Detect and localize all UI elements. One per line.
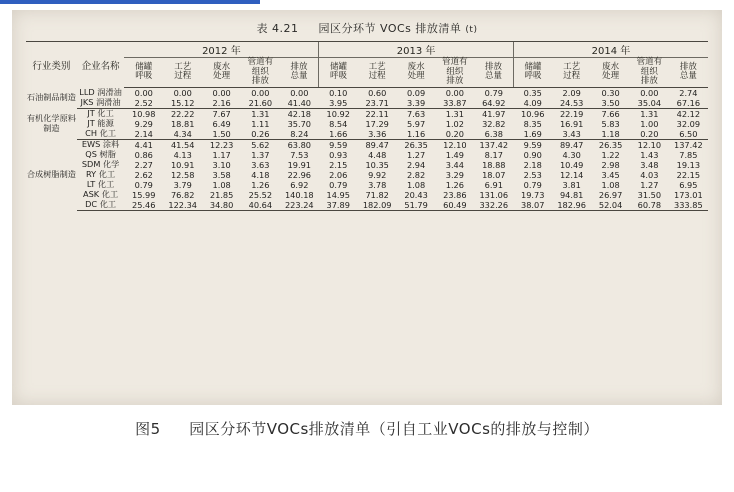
table-caption-unit: (t) bbox=[465, 25, 478, 35]
cell: 137.42 bbox=[674, 139, 703, 150]
cell: 63.80 bbox=[287, 139, 312, 150]
cell: 2.98 bbox=[601, 159, 620, 170]
cell: 2.09 bbox=[562, 87, 581, 98]
table-row bbox=[26, 160, 708, 170]
cell: 15.99 bbox=[132, 189, 156, 200]
cell: 3.43 bbox=[552, 129, 591, 140]
cell: 1.11 bbox=[251, 118, 270, 129]
cell: 182.96 bbox=[552, 200, 591, 211]
cell: 6.95 bbox=[679, 179, 698, 190]
table-row bbox=[26, 150, 708, 160]
table-year-header-row bbox=[26, 42, 708, 58]
cell: 4.30 bbox=[562, 149, 581, 160]
cell: 1.49 bbox=[445, 149, 464, 160]
voc-emission-table bbox=[26, 41, 708, 211]
cell: 5.97 bbox=[407, 118, 426, 129]
cell: 64.92 bbox=[474, 98, 513, 109]
sub-header-cell: 工艺 过程 bbox=[358, 58, 397, 88]
cell: 10.35 bbox=[365, 159, 389, 170]
sub-header-cell: 废水 处理 bbox=[397, 58, 436, 88]
sub-header-cell: 排放 总量 bbox=[280, 58, 319, 88]
cell: 21.60 bbox=[241, 98, 280, 109]
cell: 3.58 bbox=[212, 169, 231, 180]
cell: 8.35 bbox=[523, 118, 542, 129]
sub-header-cell: 废水 处理 bbox=[591, 58, 630, 88]
sub-header-cell: 排放 总量 bbox=[669, 58, 708, 88]
table-row bbox=[26, 108, 708, 119]
cell: 7.66 bbox=[601, 108, 620, 119]
cell: 4.09 bbox=[513, 98, 552, 109]
cell: 9.59 bbox=[523, 139, 542, 150]
cell: 1.43 bbox=[640, 149, 659, 160]
cell: 1.00 bbox=[640, 118, 659, 129]
cell: 0.79 bbox=[484, 87, 503, 98]
figure-caption bbox=[12, 418, 722, 441]
cell: 2.82 bbox=[407, 169, 426, 180]
cell: 4.41 bbox=[134, 139, 153, 150]
year-header-2014: 2014 年 bbox=[513, 42, 708, 58]
cell: 12.10 bbox=[443, 139, 467, 150]
cell: 20.43 bbox=[404, 189, 428, 200]
cell: 15.12 bbox=[163, 98, 202, 109]
cell: 1.37 bbox=[251, 149, 270, 160]
cell: 4.34 bbox=[163, 129, 202, 140]
cell: 2.53 bbox=[523, 169, 542, 180]
company-name: LT 化工 bbox=[86, 179, 115, 190]
company-name: SDM 化学 bbox=[81, 159, 120, 170]
cell: 24.53 bbox=[552, 98, 591, 109]
cell: 12.23 bbox=[209, 139, 234, 150]
table-row bbox=[26, 129, 708, 140]
cell: 1.22 bbox=[601, 149, 620, 160]
cell: 9.29 bbox=[134, 118, 153, 129]
table-caption-number: 表 4.21 bbox=[256, 22, 299, 35]
table-sub-header-row bbox=[26, 58, 708, 88]
cell: 0.10 bbox=[329, 87, 348, 98]
cell: 2.16 bbox=[202, 98, 241, 109]
cell: 32.09 bbox=[676, 118, 701, 129]
cell: 0.79 bbox=[329, 179, 348, 190]
cell: 2.74 bbox=[679, 87, 698, 98]
cell: 25.46 bbox=[124, 200, 163, 211]
cell: 60.78 bbox=[630, 200, 669, 211]
cell: 1.26 bbox=[445, 179, 464, 190]
cell: 3.39 bbox=[397, 98, 436, 109]
group-label: 有机化学原料制造 bbox=[26, 113, 76, 133]
cell: 182.09 bbox=[358, 200, 397, 211]
cell: 42.18 bbox=[287, 108, 312, 119]
cell: 1.31 bbox=[251, 108, 270, 119]
cell: 1.02 bbox=[445, 118, 464, 129]
table-caption-title: 园区分环节 VOCs 排放清单 bbox=[318, 22, 462, 35]
cell: 3.29 bbox=[445, 169, 464, 180]
table-caption bbox=[26, 14, 708, 41]
cell: 10.98 bbox=[132, 108, 156, 119]
cell: 10.92 bbox=[326, 108, 350, 119]
cell: 223.24 bbox=[280, 200, 319, 211]
table-row bbox=[26, 119, 708, 129]
cell: 0.00 bbox=[640, 87, 659, 98]
cell: 3.50 bbox=[591, 98, 630, 109]
cell: 1.31 bbox=[640, 108, 659, 119]
group-label: 合成树脂制造 bbox=[26, 168, 76, 179]
cell: 1.27 bbox=[407, 149, 426, 160]
cell: 7.63 bbox=[407, 108, 426, 119]
cell: 35.04 bbox=[630, 98, 669, 109]
cell: 1.18 bbox=[591, 129, 630, 140]
cell: 0.79 bbox=[134, 179, 153, 190]
scanned-table-image bbox=[12, 10, 722, 405]
cell: 0.00 bbox=[251, 87, 270, 98]
cell: 0.00 bbox=[173, 87, 192, 98]
company-name: DC 化工 bbox=[77, 200, 125, 211]
cell: 137.42 bbox=[479, 139, 509, 150]
sub-header-cell: 储罐 呼吸 bbox=[513, 58, 552, 88]
company-name: LLD 润滑油 bbox=[79, 86, 122, 97]
cell: 0.20 bbox=[435, 129, 474, 140]
sub-header-cell: 工艺 过程 bbox=[552, 58, 591, 88]
cell: 41.54 bbox=[170, 139, 195, 150]
table-row bbox=[26, 190, 708, 200]
cell: 25.52 bbox=[248, 189, 273, 200]
cell: 94.81 bbox=[559, 189, 584, 200]
cell: 26.97 bbox=[598, 189, 623, 200]
company-name: CH 化工 bbox=[77, 129, 125, 140]
cell: 332.26 bbox=[474, 200, 513, 211]
cell: 6.38 bbox=[474, 129, 513, 140]
cell: 16.91 bbox=[559, 118, 584, 129]
cell: 8.17 bbox=[484, 149, 503, 160]
cell: 52.04 bbox=[591, 200, 630, 211]
cell: 22.22 bbox=[170, 108, 195, 119]
cell: 2.06 bbox=[329, 169, 348, 180]
cell: 0.00 bbox=[212, 87, 231, 98]
sub-header-cell: 管道有 组织 排放 bbox=[241, 58, 280, 88]
cell: 3.95 bbox=[319, 98, 358, 109]
cell: 3.45 bbox=[601, 169, 620, 180]
cell: 23.86 bbox=[443, 189, 467, 200]
cell: 0.26 bbox=[241, 129, 280, 140]
cell: 2.14 bbox=[124, 129, 163, 140]
cell: 35.70 bbox=[287, 118, 312, 129]
cell: 2.27 bbox=[134, 159, 153, 170]
cell: 19.73 bbox=[521, 189, 545, 200]
cell: 31.50 bbox=[637, 189, 662, 200]
company-name: JKS 润滑油 bbox=[77, 98, 125, 109]
company-name: JT 化工 bbox=[87, 108, 114, 119]
cell: 3.10 bbox=[212, 159, 231, 170]
cell: 3.44 bbox=[445, 159, 464, 170]
cell: 9.59 bbox=[329, 139, 348, 150]
cell: 0.20 bbox=[630, 129, 669, 140]
cell: 1.66 bbox=[319, 129, 358, 140]
cell: 2.18 bbox=[523, 159, 542, 170]
cell: 40.64 bbox=[241, 200, 280, 211]
cell: 7.53 bbox=[290, 149, 309, 160]
cell: 76.82 bbox=[170, 189, 195, 200]
sub-header-cell: 废水 处理 bbox=[202, 58, 241, 88]
year-header-2012: 2012 年 bbox=[124, 42, 318, 58]
cell: 333.85 bbox=[669, 200, 708, 211]
cell: 1.26 bbox=[251, 179, 270, 190]
cell: 41.40 bbox=[280, 98, 319, 109]
cell: 2.15 bbox=[329, 159, 348, 170]
cell: 6.49 bbox=[212, 118, 231, 129]
cell: 173.01 bbox=[674, 189, 703, 200]
cell: 6.50 bbox=[669, 129, 708, 140]
cell: 0.60 bbox=[368, 87, 387, 98]
cell: 3.36 bbox=[358, 129, 397, 140]
cell: 22.15 bbox=[676, 169, 701, 180]
cell: 10.96 bbox=[521, 108, 545, 119]
top-blue-rule bbox=[0, 0, 260, 4]
cell: 18.07 bbox=[482, 169, 506, 180]
cell: 122.34 bbox=[163, 200, 202, 211]
cell: 19.13 bbox=[676, 159, 701, 170]
cell: 12.10 bbox=[637, 139, 662, 150]
cell: 4.03 bbox=[640, 169, 659, 180]
figure-caption-text: 园区分环节VOCs排放清单（引自工业VOCs的排放与控制） bbox=[189, 420, 599, 438]
cell: 18.88 bbox=[482, 159, 506, 170]
cell: 21.85 bbox=[209, 189, 234, 200]
cell: 3.79 bbox=[173, 179, 192, 190]
cell: 3.78 bbox=[368, 179, 387, 190]
cell: 71.82 bbox=[365, 189, 389, 200]
cell: 7.85 bbox=[679, 149, 698, 160]
cell: 0.90 bbox=[523, 149, 542, 160]
cell: 33.87 bbox=[435, 98, 474, 109]
cell: 6.91 bbox=[484, 179, 503, 190]
company-name: EWS 涂料 bbox=[81, 139, 120, 150]
figure-caption-label: 图5 bbox=[135, 420, 161, 438]
cell: 10.49 bbox=[559, 159, 584, 170]
sub-header-cell: 储罐 呼吸 bbox=[319, 58, 358, 88]
cell: 22.11 bbox=[365, 108, 389, 119]
cell: 67.16 bbox=[669, 98, 708, 109]
group-label: 石油制品制造 bbox=[26, 91, 76, 102]
cell: 26.35 bbox=[598, 139, 623, 150]
cell: 1.16 bbox=[397, 129, 436, 140]
cell: 14.95 bbox=[326, 189, 350, 200]
cell: 38.07 bbox=[513, 200, 552, 211]
cell: 17.29 bbox=[365, 118, 389, 129]
cell: 131.06 bbox=[479, 189, 509, 200]
cell: 1.69 bbox=[513, 129, 552, 140]
cell: 41.97 bbox=[482, 108, 506, 119]
cell: 19.91 bbox=[287, 159, 312, 170]
company-name: QS 树脂 bbox=[85, 149, 116, 160]
cell: 140.18 bbox=[284, 189, 314, 200]
cell: 3.48 bbox=[640, 159, 659, 170]
table-row bbox=[26, 87, 708, 98]
cell: 23.71 bbox=[358, 98, 397, 109]
company-name: ASK 化工 bbox=[83, 189, 119, 200]
cell: 0.30 bbox=[601, 87, 620, 98]
cell: 1.08 bbox=[601, 179, 620, 190]
year-header-2013: 2013 年 bbox=[319, 42, 513, 58]
cell: 8.54 bbox=[329, 118, 348, 129]
sub-header-cell: 管道有 组织 排放 bbox=[435, 58, 474, 88]
cell: 8.24 bbox=[280, 129, 319, 140]
table-row bbox=[26, 200, 708, 211]
cell: 5.62 bbox=[251, 139, 270, 150]
cell: 32.82 bbox=[482, 118, 506, 129]
cell: 0.86 bbox=[134, 149, 153, 160]
cell: 12.58 bbox=[170, 169, 195, 180]
cell: 22.96 bbox=[287, 169, 312, 180]
cell: 22.19 bbox=[559, 108, 584, 119]
cell: 4.18 bbox=[251, 169, 270, 180]
cell: 10.91 bbox=[170, 159, 195, 170]
cell: 1.50 bbox=[202, 129, 241, 140]
cell: 37.89 bbox=[319, 200, 358, 211]
cell: 9.92 bbox=[368, 169, 387, 180]
cell: 2.94 bbox=[407, 159, 426, 170]
table-row bbox=[26, 98, 708, 109]
cell: 5.83 bbox=[601, 118, 620, 129]
cell: 4.13 bbox=[173, 149, 192, 160]
table-row bbox=[26, 180, 708, 190]
cell: 0.00 bbox=[290, 87, 309, 98]
cell: 12.14 bbox=[559, 169, 584, 180]
row-header-company: 企业名称 bbox=[77, 42, 125, 88]
cell: 1.27 bbox=[640, 179, 659, 190]
cell: 34.80 bbox=[202, 200, 241, 211]
cell: 26.35 bbox=[404, 139, 428, 150]
cell: 0.35 bbox=[523, 87, 542, 98]
cell: 51.79 bbox=[397, 200, 436, 211]
cell: 4.48 bbox=[368, 149, 387, 160]
sub-header-cell: 工艺 过程 bbox=[163, 58, 202, 88]
cell: 7.67 bbox=[212, 108, 231, 119]
cell: 42.12 bbox=[676, 108, 701, 119]
cell: 18.81 bbox=[170, 118, 195, 129]
sub-header-cell: 管道有 组织 排放 bbox=[630, 58, 669, 88]
cell: 0.09 bbox=[407, 87, 426, 98]
cell: 3.81 bbox=[562, 179, 581, 190]
table-row bbox=[26, 170, 708, 180]
sub-header-cell: 排放 总量 bbox=[474, 58, 513, 88]
cell: 6.92 bbox=[290, 179, 309, 190]
company-name: RY 化工 bbox=[86, 169, 116, 180]
cell: 0.00 bbox=[134, 87, 153, 98]
sub-header-cell: 储罐 呼吸 bbox=[124, 58, 163, 88]
row-header-industry: 行业类别 bbox=[26, 42, 77, 88]
cell: 89.47 bbox=[559, 139, 584, 150]
cell: 0.79 bbox=[523, 179, 542, 190]
cell: 60.49 bbox=[435, 200, 474, 211]
cell: 0.00 bbox=[445, 87, 464, 98]
cell: 3.63 bbox=[251, 159, 270, 170]
cell: 1.17 bbox=[212, 149, 231, 160]
table-row bbox=[26, 139, 708, 150]
cell: 89.47 bbox=[365, 139, 389, 150]
cell: 1.31 bbox=[445, 108, 464, 119]
cell: 1.08 bbox=[212, 179, 231, 190]
cell: 0.93 bbox=[329, 149, 348, 160]
cell: 2.62 bbox=[134, 169, 153, 180]
cell: 2.52 bbox=[124, 98, 163, 109]
cell: 1.08 bbox=[407, 179, 426, 190]
company-name: JT 能源 bbox=[87, 118, 114, 129]
